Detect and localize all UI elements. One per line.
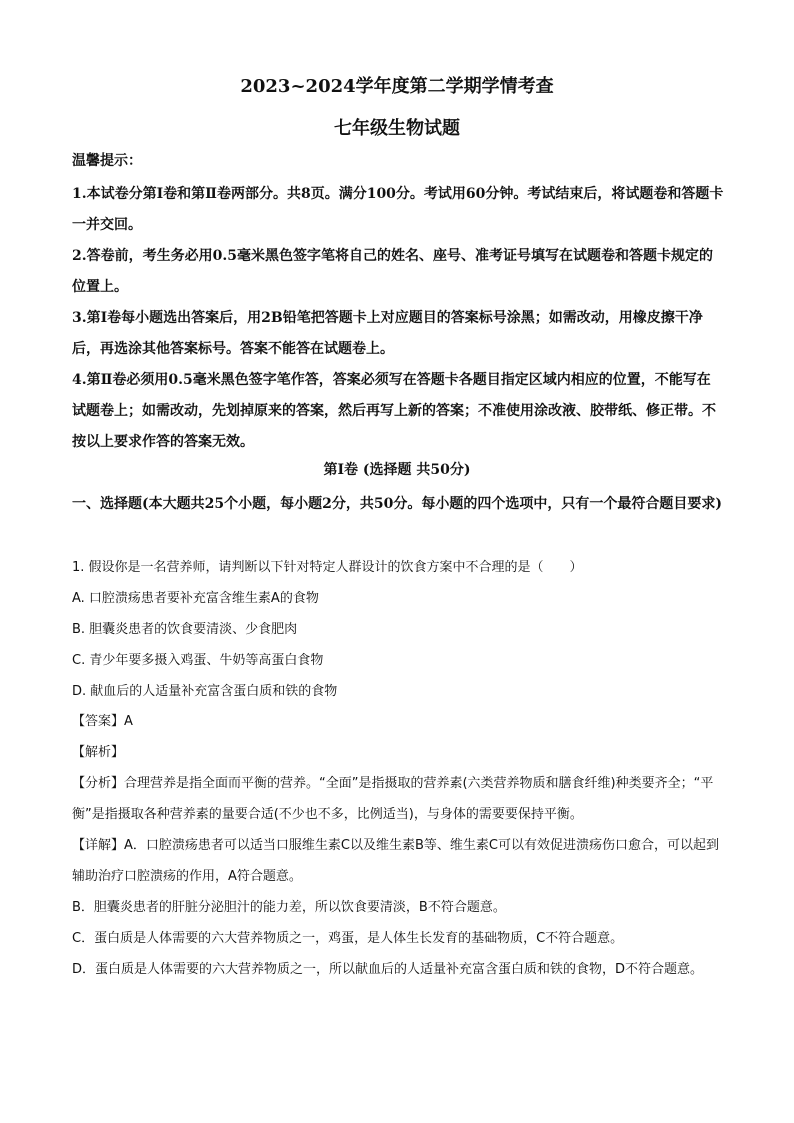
instruction-item-3: 3.第Ⅰ卷每小题选出答案后，用2B铅笔把答题卡上对应题目的答案标号涂黑；如需改动，用橡皮擦干净后，再选涂其他答案标号。答案不能答在试题卷上。	[72, 310, 703, 357]
explanation-d: D．蛋白质是人体需要的六大营养物质之一，所以献血后的人适量补充富含蛋白质和铁的食物，D不符合题意。	[72, 962, 704, 977]
fenxi-tag: 【分析】	[72, 776, 125, 791]
answer-tag: 【答案】	[72, 714, 125, 729]
instruction-item-4: 4.第Ⅱ卷必须用0.5毫米黑色签字笔作答，答案必须写在答题卡各题目指定区域内相应的位置，不能写在试题卷上；如需改动，先划掉原来的答案，然后再写上新的答案；不准使用涂改液、胶带纸、修正带。不按以上要求作答的答案无效。	[72, 372, 716, 450]
xiangjie-paragraph	[72, 830, 724, 892]
instruction-item-2: 2.答卷前，考生务必用0.5毫米黑色签字笔将自己的姓名、座号、准考证号填写在试题卷和答题卡规定的位置上。	[72, 248, 713, 295]
answer-block	[72, 706, 724, 985]
explanation-b: B．胆囊炎患者的肝脏分泌胆汁的能力差，所以饮食要清淡，B不符合题意。	[72, 900, 506, 915]
answer-line	[72, 706, 724, 737]
section-title: 第Ⅰ卷 (选择题 共50分)	[323, 462, 471, 478]
question-stem: 1. 假设你是一名营养师，请判断以下针对特定人群设计的饮食方案中不合理的是（ ）	[72, 560, 583, 575]
fenxi-text: 合理营养是指全面而平衡的营养。“全面”是指摄取的营养素(六类营养物质和膳食纤维)种类要齐全；“平衡”是指摄取各种营养素的量要合适(不少也不多，比例适当)，与身体的需要要保持平衡。	[72, 776, 714, 822]
answer-value: A	[124, 714, 133, 729]
instructions-block	[72, 150, 724, 458]
section-instruction: 一、选择题(本大题共25个小题，每小题2分，共50分。每小题的四个选项中，只有一个最符合题目要求)	[72, 496, 722, 512]
xiangjie-text: A．口腔溃疡患者可以适当口服维生素C以及维生素B等、维生素C可以有效促进溃疡伤口愈合，可以起到辅助治疗口腔溃疡的作用，A符合题意。	[72, 838, 719, 884]
instruction-item-1: 1.本试卷分第Ⅰ卷和第Ⅱ卷两部分。共8页。满分100分。考试用60分钟。考试结束后，将试题卷和答题卡一并交回。	[72, 186, 724, 233]
explanation-c: C．蛋白质是人体需要的六大营养物质之一，鸡蛋，是人体生长发育的基础物质，C不符合题意。	[72, 931, 624, 946]
question-1	[72, 552, 724, 707]
fenxi-paragraph	[72, 768, 724, 830]
instructions-heading: 温馨提示：	[72, 153, 142, 169]
option-b: B. 胆囊炎患者的饮食要清淡、少食肥肉	[72, 622, 298, 637]
exam-title: 2023~2024学年度第二学期学情考查	[240, 76, 554, 97]
xiangjie-tag: 【详解】	[72, 838, 125, 853]
exam-subtitle: 七年级生物试题	[334, 118, 460, 139]
analysis-tag: 【解析】	[72, 745, 125, 760]
option-c: C. 青少年要多摄入鸡蛋、牛奶等高蛋白食物	[72, 653, 324, 668]
option-a: A. 口腔溃疡患者要补充富含维生素A的食物	[72, 591, 319, 606]
option-d: D. 献血后的人适量补充富含蛋白质和铁的食物	[72, 684, 338, 699]
